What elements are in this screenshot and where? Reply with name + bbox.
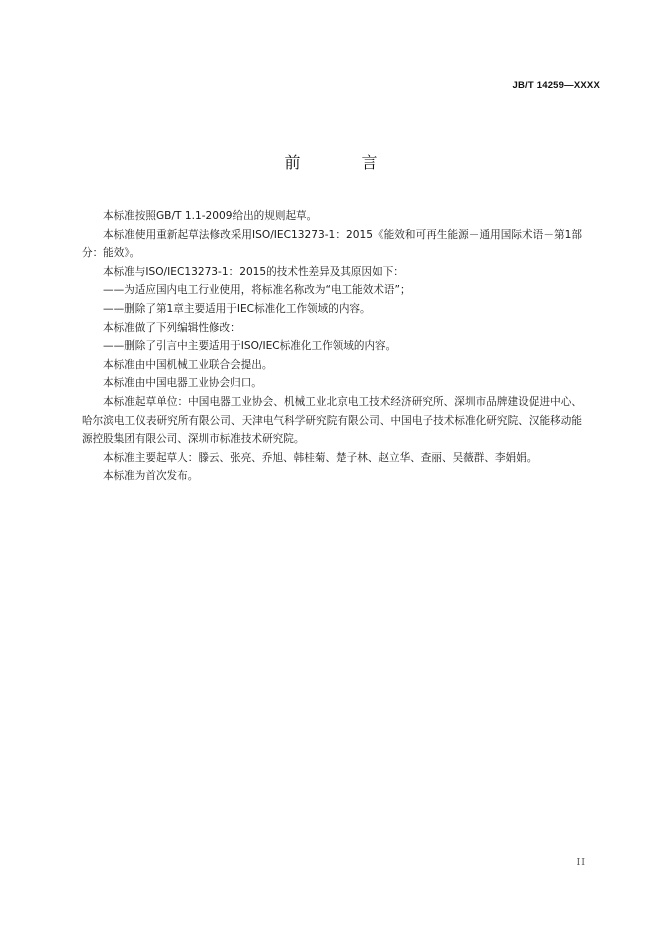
- document-number: JB/T 14259—XXXX: [512, 80, 600, 91]
- paragraph-difference-item-1: ——为适应国内电工行业使用，将标准名称改为“电工能效术语”；: [103, 284, 411, 297]
- paragraph-adoption-method: 本标准使用重新起草法修改采用ISO/IEC13273-1：2015《能效和可再生能源－通用国际术语－第1部分：能效》。: [82, 228, 582, 260]
- foreword-body: [82, 207, 582, 486]
- paragraph-drafting-rules: 本标准按照GB/T 1.1-2009给出的规则起草。: [103, 210, 318, 222]
- paragraph-under-jurisdiction: 本标准由中国电器工业协会归口。: [103, 377, 262, 390]
- paragraph-editorial-item-1: ——删除了引言中主要适用于ISO/IEC标准化工作领域的内容。: [103, 340, 397, 353]
- paragraph-first-release: 本标准为首次发布。: [103, 470, 199, 483]
- page-number: II: [576, 857, 586, 868]
- paragraph-drafting-organizations: 本标准起草单位：中国电器工业协会、机械工业北京电工技术经济研究所、深圳市品牌建设促进中心、哈尔滨电工仪表研究所有限公司、天津电气科学研究院有限公司、中国电子技术标准化研究院、汉能移动能源控股集团有限公司、深圳市标准技术研究院。: [82, 395, 582, 446]
- paragraph-editorial-changes: 本标准做了下列编辑性修改：: [103, 321, 241, 334]
- page-title: 前 言: [284, 153, 406, 172]
- paragraph-difference-item-2: ——删除了第1章主要适用于IEC标准化工作领域的内容。: [103, 302, 371, 315]
- paragraph-proposed-by: 本标准由中国机械工业联合会提出。: [103, 358, 273, 371]
- paragraph-main-drafters: 本标准主要起草人：滕云、张亮、乔旭、韩桂菊、楚子林、赵立华、查丽、吴薇群、李娟娟。: [103, 451, 538, 464]
- paragraph-technical-differences: 本标准与ISO/IEC13273-1：2015的技术性差异及其原因如下：: [103, 265, 404, 278]
